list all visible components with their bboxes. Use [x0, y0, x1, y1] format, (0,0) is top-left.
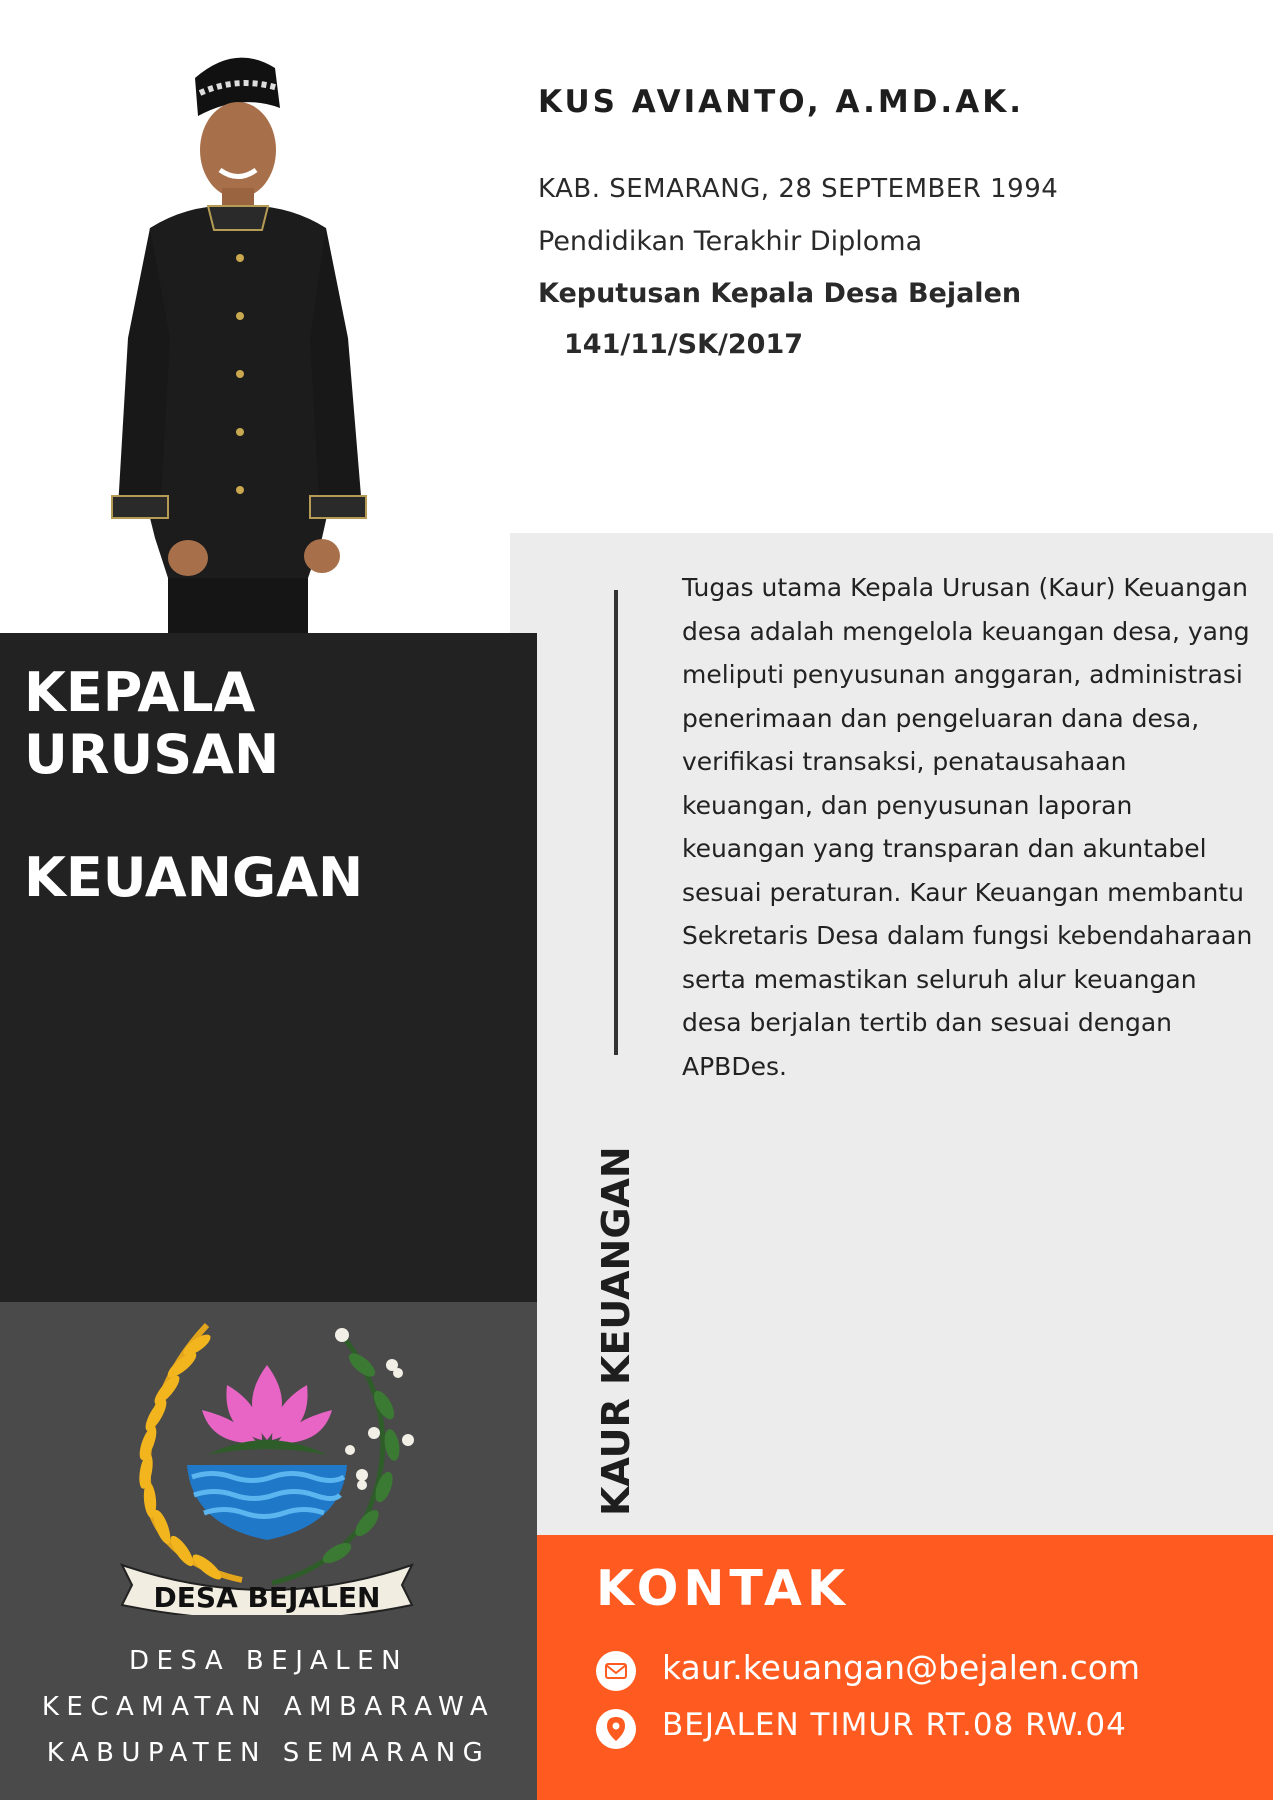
vertical-divider: [614, 590, 618, 1055]
email-link[interactable]: kaur.keuangan@bejalen.com: [662, 1648, 1141, 1687]
contact-heading: KONTAK: [596, 1560, 850, 1617]
address-line-1: DESA BEJALEN: [128, 1646, 409, 1676]
portrait-photo: [90, 38, 375, 633]
person-name: KUS AVIANTO, A.MD.AK.: [538, 84, 1024, 120]
title-line-1: KEPALA: [24, 661, 256, 724]
title-panel: [0, 633, 537, 1302]
title-line-3: KEUANGAN: [24, 846, 364, 909]
mail-icon: [596, 1651, 636, 1691]
job-description: Tugas utama Kepala Urusan (Kaur) Keuangan desa adalah mengelola keuangan desa, yang meliputi penyusunan anggaran, administrasi penerimaan dan pengeluaran dana desa, verifikasi transaksi, penatausahaan keuangan, dan penyusunan laporan keuangan yang transparan dan akuntabel sesuai peraturan. Kaur Keuangan membantu Sekretaris Desa dalam fungsi kebendaharaan serta memastikan seluruh alur keuangan desa berjalan tertib dan sesuai dengan APBDes.: [682, 573, 1253, 1081]
map-pin-icon: [596, 1709, 636, 1749]
emblem-ribbon-text: DESA BEJALEN: [153, 1581, 381, 1614]
role-label-vertical: KAUR KEUANGAN: [594, 1146, 638, 1516]
address-line-3: KABUPATEN SEMARANG: [46, 1738, 491, 1768]
decree-title: Keputusan Kepala Desa Bejalen: [538, 278, 1022, 309]
village-emblem-icon: [112, 1315, 422, 1615]
education-info: Pendidikan Terakhir Diploma: [538, 226, 923, 257]
title-line-2: URUSAN: [24, 723, 280, 786]
decree-number: 141/11/SK/2017: [564, 329, 804, 360]
address-line-2: KECAMATAN AMBARAWA: [41, 1692, 496, 1722]
birth-info: KAB. SEMARANG, 28 SEPTEMBER 1994: [538, 174, 1059, 204]
contact-address: BEJALEN TIMUR RT.08 RW.04: [662, 1707, 1127, 1743]
